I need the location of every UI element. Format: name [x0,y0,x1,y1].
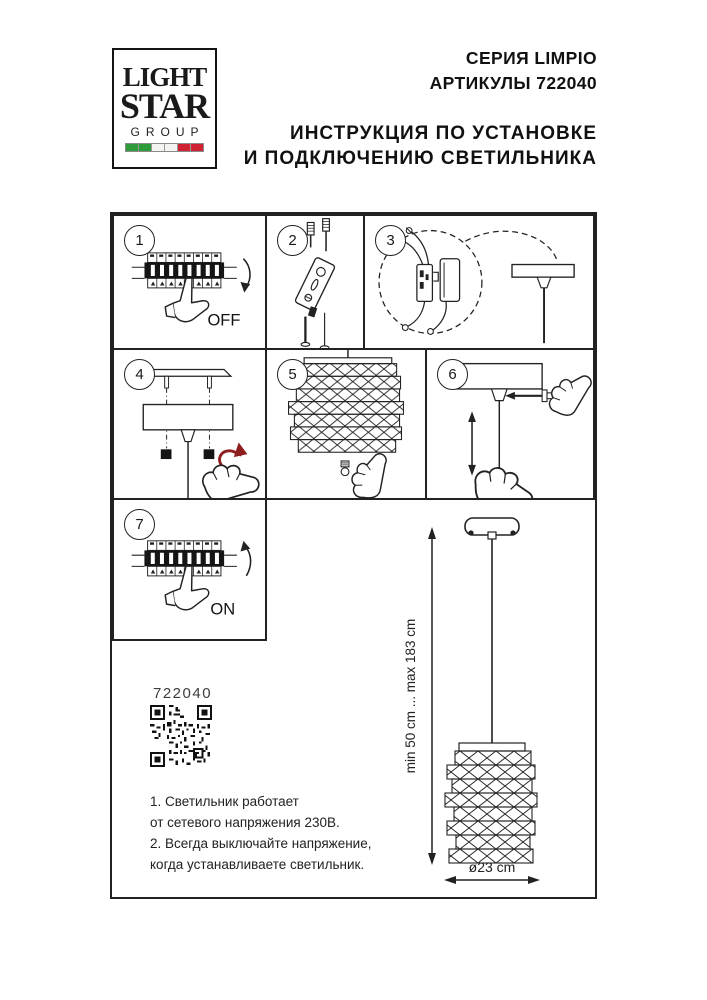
flag-segment [178,144,191,151]
step-3-number-badge: 3 [375,225,406,256]
step-2-panel [265,214,365,350]
flag-segment [139,144,152,151]
safety-notes [150,792,371,876]
dimension-drawing [397,506,595,896]
qr-code [150,705,212,767]
step-7-number-badge: 7 [124,509,155,540]
logo-word-light: LIGHT [122,62,207,92]
height-range-label: min 50 cm ... max 183 cm [403,618,418,774]
note-line: 2. Всегда выключайте напряжение, [150,835,372,851]
document-header [244,46,597,171]
step-5-number-badge: 5 [277,359,308,390]
on-label: ON [210,599,236,619]
italian-flag-stripe [125,143,204,152]
note-line: когда устанавливаете светильник. [150,856,365,872]
instruction-sheet [110,212,597,899]
step-7-panel [112,498,267,641]
step-1-number-badge: 1 [124,225,155,256]
step-6-number-badge: 6 [437,359,468,390]
title-line-1: ИНСТРУКЦИЯ ПО УСТАНОВКЕ [290,122,597,144]
diameter-label: ø23 cm [468,859,516,875]
flag-segment [152,144,165,151]
note-line: от сетевого напряжения 230В. [150,814,340,830]
step-2-number-badge: 2 [277,225,308,256]
product-code: 722040 [153,685,213,702]
logo-word-star: STAR [119,85,210,126]
article-number: АРТИКУЛЫ 722040 [429,73,597,94]
flag-segment [126,144,139,151]
title-line-2: И ПОДКЛЮЧЕНИЮ СВЕТИЛЬНИКА [243,147,597,169]
step-5-panel [265,348,427,500]
logo-word-group: GROUP [130,125,205,140]
note-line: 1. Светильник работает [150,794,299,809]
step-6-panel [425,348,595,500]
off-label: OFF [207,311,241,330]
step-4-number-badge: 4 [124,359,155,390]
flag-segment [165,144,178,151]
step-3-panel [363,214,595,350]
flag-segment [191,144,203,151]
step-1-panel [112,214,267,350]
series-name: СЕРИЯ LIMPIO [465,48,597,68]
step-4-panel [112,348,267,500]
lightstar-logo [112,48,217,169]
document-title [244,121,597,171]
